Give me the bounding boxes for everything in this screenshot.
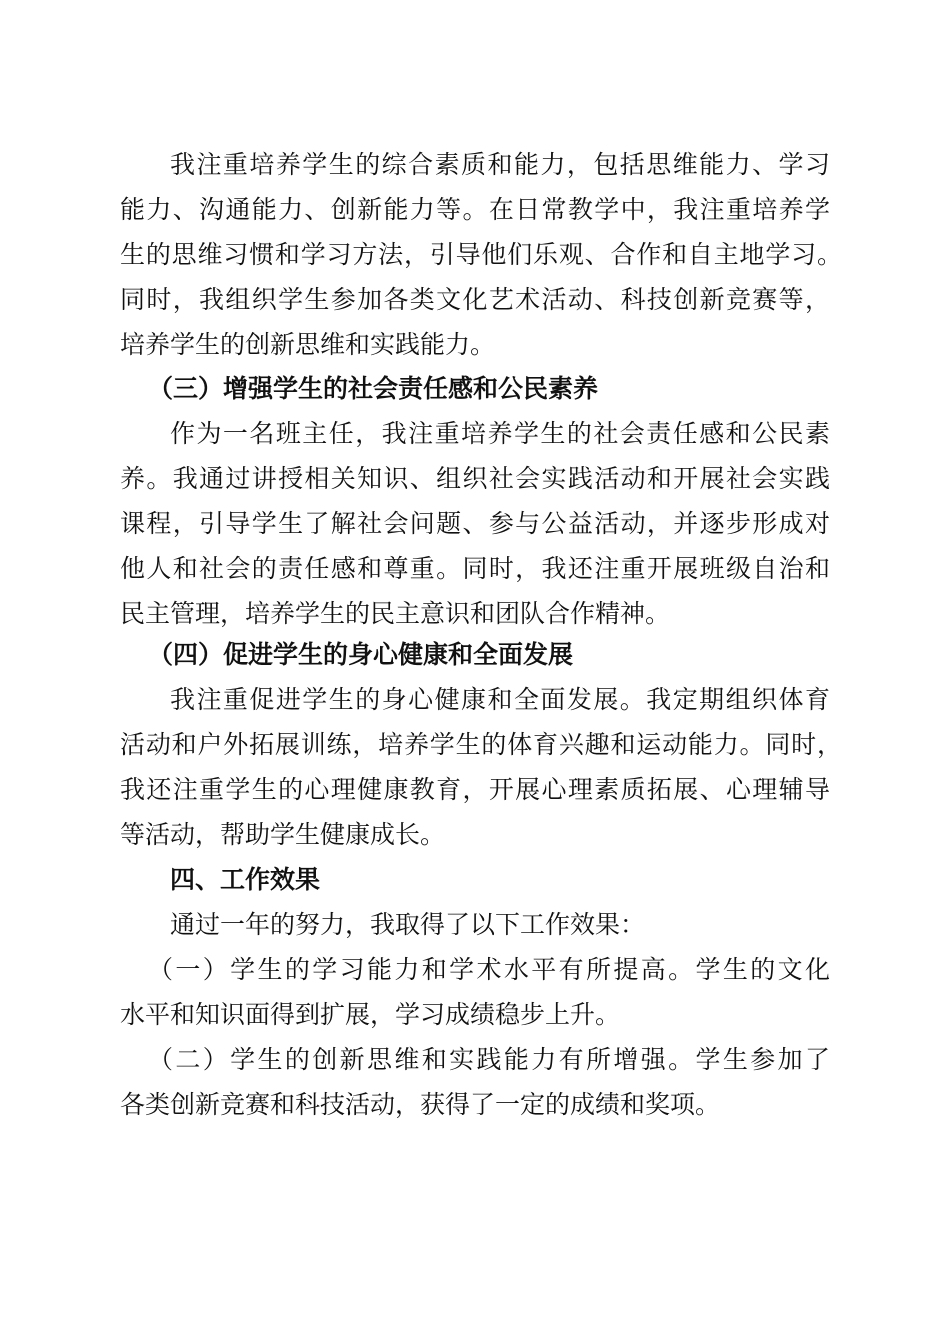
paragraph-line: 我还注重学生的心理健康教育，开展心理素质拓展、心理辅导 bbox=[120, 775, 830, 804]
paragraph-line: 能力、沟通能力、创新能力等。在日常教学中，我注重培养学 bbox=[120, 195, 830, 224]
paragraph-line: 他人和社会的责任感和尊重。同时，我还注重开展班级自治和 bbox=[120, 554, 830, 583]
paragraph-line: 课程，引导学生了解社会问题、参与公益活动，并逐步形成对 bbox=[120, 509, 830, 538]
chapter-heading: 四、工作效果 bbox=[170, 865, 321, 894]
paragraph-line: （一）学生的学习能力和学术水平有所提高。学生的文化 bbox=[148, 955, 830, 984]
paragraph-line: 作为一名班主任，我注重培养学生的社会责任感和公民素 bbox=[170, 419, 830, 448]
paragraph-line: 同时，我组织学生参加各类文化艺术活动、科技创新竞赛等， bbox=[120, 285, 830, 314]
paragraph-line: 我注重促进学生的身心健康和全面发展。我定期组织体育 bbox=[170, 685, 830, 714]
paragraph-line: 水平和知识面得到扩展，学习成绩稳步上升。 bbox=[120, 1000, 621, 1029]
paragraph-line: 等活动，帮助学生健康成长。 bbox=[120, 820, 446, 849]
section-heading: （四）促进学生的身心健康和全面发展 bbox=[148, 640, 574, 669]
paragraph-line: 培养学生的创新思维和实践能力。 bbox=[120, 330, 496, 359]
paragraph-line: 各类创新竞赛和科技活动，获得了一定的成绩和奖项。 bbox=[120, 1090, 721, 1119]
paragraph-line: （二）学生的创新思维和实践能力有所增强。学生参加了 bbox=[148, 1045, 830, 1074]
paragraph-line: 生的思维习惯和学习方法，引导他们乐观、合作和自主地学习。 bbox=[120, 240, 842, 269]
paragraph-line: 通过一年的努力，我取得了以下工作效果： bbox=[170, 910, 646, 939]
paragraph-line: 我注重培养学生的综合素质和能力，包括思维能力、学习 bbox=[170, 150, 830, 179]
paragraph-line: 养。我通过讲授相关知识、组织社会实践活动和开展社会实践 bbox=[120, 464, 830, 493]
paragraph-line: 民主管理，培养学生的民主意识和团队合作精神。 bbox=[120, 599, 671, 628]
section-heading: （三）增强学生的社会责任感和公民素养 bbox=[148, 374, 599, 403]
paragraph-line: 活动和户外拓展训练，培养学生的体育兴趣和运动能力。同时， bbox=[120, 730, 842, 759]
